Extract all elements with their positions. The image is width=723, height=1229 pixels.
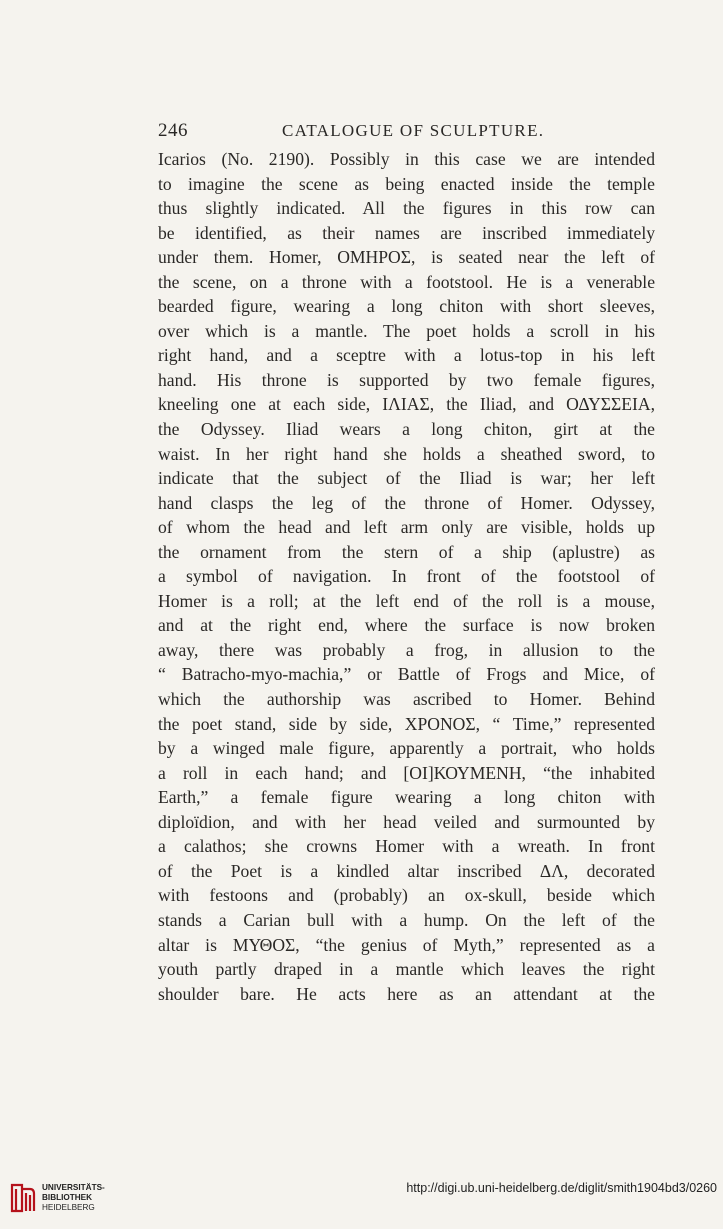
text-line: the ornament from the stern of a ship (aplustre) as <box>158 541 655 562</box>
text-line: over which is a mantle. The poet holds a scroll in his <box>158 320 655 341</box>
text-line: hand clasps the leg of the throne of Homer. Odyssey, <box>158 492 655 513</box>
library-name-line: HEIDELBERG <box>42 1203 95 1212</box>
text-line: youth partly draped in a mantle which leaves the right <box>158 959 655 980</box>
text-line: by a winged male figure, apparently a portrait, who holds <box>158 738 655 759</box>
text-line: shoulder bare. He acts here as an attendant at the <box>158 983 655 1004</box>
text-line: Icarios (No. 2190). Possibly in this case we are intended <box>158 149 655 169</box>
page-header <box>158 120 655 144</box>
source-url-link[interactable]: http://digi.ub.uni-heidelberg.de/diglit/smith1904bd3/0260 <box>406 1181 717 1195</box>
text-line: a symbol of navigation. In front of the footstool of <box>158 566 655 587</box>
text-line: and at the right end, where the surface is now broken <box>158 615 655 636</box>
text-line: away, there was probably a frog, in allusion to the <box>158 639 655 660</box>
library-logo-icon <box>8 1181 38 1215</box>
text-line: with festoons and (probably) an ox-skull, beside which <box>158 885 655 906</box>
library-logo[interactable] <box>8 1181 148 1221</box>
text-line: waist. In her right hand she holds a sheathed sword, to <box>158 443 655 464</box>
text-line: which the authorship was ascribed to Homer. Behind <box>158 689 655 710</box>
text-line: be identified, as their names are inscribed immediately <box>158 222 655 243</box>
text-line: indicate that the subject of the Iliad is war; her left <box>158 468 655 489</box>
running-title: CATALOGUE OF SCULPTURE. <box>282 121 545 140</box>
text-line: kneeling one at each side, ΙΛΙΑΣ, the Iliad, and ΟΔΥΣΣΕΙΑ, <box>158 394 655 415</box>
text-line: the scene, on a throne with a footstool. He is a venerable <box>158 271 655 292</box>
text-line: stands a Carian bull with a hump. On the left of the <box>158 909 655 930</box>
library-name-line: UNIVERSITÄTS- <box>42 1183 105 1192</box>
text-line: a calathos; she crowns Homer with a wreath. In front <box>158 836 655 857</box>
text-line: Homer is a roll; at the left end of the roll is a mouse, <box>158 590 655 611</box>
text-line: a roll in each hand; and [ΟΙ]ΚΟΥΜΕΝΗ, “the inhabited <box>158 762 655 783</box>
text-line: the poet stand, side by side, ΧΡΟΝΟΣ, “ Time,” represented <box>158 713 655 734</box>
text-line: “ Batracho-myo-machia,” or Battle of Frogs and Mice, of <box>158 664 655 685</box>
text-line: of whom the head and left arm only are visible, holds up <box>158 517 655 538</box>
text-line: right hand, and a sceptre with a lotus-top in his left <box>158 345 655 366</box>
text-line: under them. Homer, ΟΜΗΡΟΣ, is seated near the left of <box>158 247 655 268</box>
text-line: altar is ΜΥΘΟΣ, “the genius of Myth,” represented as a <box>158 934 655 955</box>
body-text <box>158 147 655 1006</box>
text-line: Earth,” a female figure wearing a long chiton with <box>158 787 655 808</box>
text-line: to imagine the scene as being enacted inside the temple <box>158 173 655 194</box>
library-name <box>42 1183 105 1213</box>
page-number: 246 <box>158 120 188 141</box>
text-line: bearded figure, wearing a long chiton with short sleeves, <box>158 296 655 317</box>
library-name-line: BIBLIOTHEK <box>42 1193 93 1202</box>
text-line: thus slightly indicated. All the figures in this row can <box>158 198 655 219</box>
text-line: of the Poet is a kindled altar inscribed ΔΛ, decorated <box>158 860 655 881</box>
text-line: hand. His throne is supported by two female figures, <box>158 369 655 390</box>
text-line: the Odyssey. Iliad wears a long chiton, girt at the <box>158 419 655 440</box>
text-line: diploïdion, and with her head veiled and surmounted by <box>158 811 655 832</box>
